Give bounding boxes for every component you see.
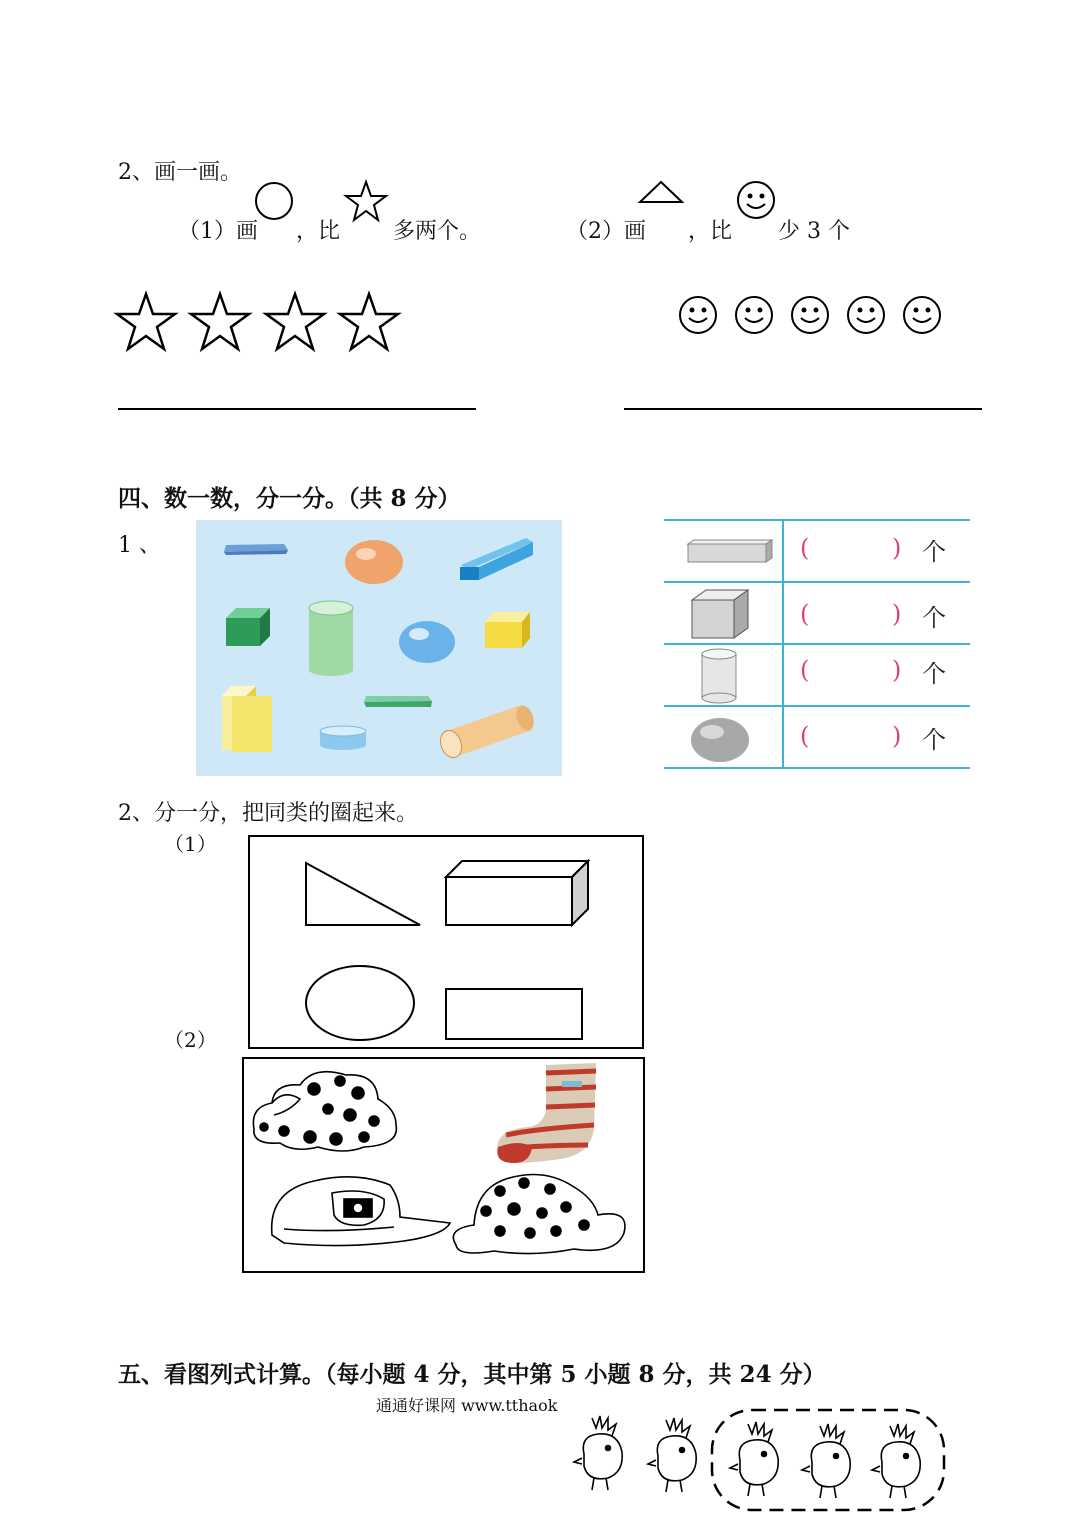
spotted-hat-icon-2	[453, 1175, 625, 1254]
watermark-text: 通通好课网 www.tthaok	[376, 1396, 558, 1415]
ellipse-icon	[306, 966, 414, 1040]
cap-icon	[272, 1177, 450, 1246]
q2-part1-label: （1）	[164, 832, 217, 856]
sphere-icon	[691, 718, 749, 762]
part2-prefix: （2）画	[566, 219, 646, 244]
cylinder-icon	[702, 649, 736, 703]
table-row-3-close: )	[892, 656, 902, 684]
smileys-row	[678, 295, 948, 337]
cuboid-icon	[446, 861, 588, 925]
shapes-classify-box[interactable]	[248, 835, 644, 1049]
star-icon	[266, 294, 324, 349]
circle-icon	[255, 182, 295, 222]
answer-line-left[interactable]	[118, 408, 476, 410]
table-row-2-close: )	[892, 600, 902, 628]
star-icon	[344, 180, 388, 222]
table-row-4-close: )	[892, 722, 902, 750]
smiley-icon	[848, 297, 884, 333]
shapes-panel	[196, 520, 562, 776]
table-row-4-open: (	[800, 722, 810, 750]
table-row-2-unit: 个	[922, 604, 946, 632]
q2-part2-label: （2）	[164, 1028, 217, 1052]
chick-icon	[574, 1416, 622, 1490]
table-row-3-answer[interactable]	[814, 654, 888, 688]
sock-icon	[497, 1063, 596, 1163]
smiley-icon	[792, 297, 828, 333]
smiley-icon	[680, 297, 716, 333]
triangle-icon	[638, 180, 684, 204]
table-row-3-open: (	[800, 656, 810, 684]
part2-suffix: 少 3 个	[778, 219, 850, 244]
part1-comma: ，比	[296, 219, 341, 244]
green-cylinder-icon	[309, 601, 353, 676]
chick-icon	[872, 1424, 920, 1498]
part1-suffix: 多两个。	[393, 219, 482, 244]
yellow-cube-icon	[485, 612, 530, 648]
table-row-2-answer[interactable]	[814, 598, 888, 632]
table-row-1-answer[interactable]	[814, 532, 888, 566]
table-row-4-answer[interactable]	[814, 720, 888, 754]
items-classify-box[interactable]	[242, 1057, 645, 1273]
table-row-1-close: )	[892, 534, 902, 562]
rectangle-icon	[446, 989, 582, 1039]
smiley-icon	[736, 297, 772, 333]
table-row-1-unit: 个	[922, 538, 946, 566]
cuboid-flat-icon	[688, 540, 772, 562]
small-cylinder-icon	[320, 726, 366, 750]
orange-sphere-icon	[345, 540, 403, 584]
part2-comma: ，比	[688, 219, 733, 244]
smiley-icon	[736, 180, 778, 222]
cube-icon	[692, 590, 748, 638]
chick-icon	[648, 1418, 696, 1492]
q1-label: 1 、	[118, 533, 161, 558]
spotted-hat-icon	[253, 1072, 396, 1151]
green-flat-cuboid-icon	[364, 696, 432, 707]
star-icon	[191, 294, 249, 349]
green-cube-icon	[226, 608, 270, 646]
table-row-4-unit: 个	[922, 726, 946, 754]
table-row-1-open: (	[800, 534, 810, 562]
chick-icon	[730, 1422, 778, 1496]
flat-cuboid-icon	[224, 544, 288, 555]
star-icon	[340, 294, 398, 349]
stars-row	[114, 292, 406, 354]
star-icon	[117, 294, 175, 349]
q2-draw-title: 2、画一画。	[118, 160, 242, 185]
right-triangle-icon	[306, 863, 420, 925]
smiley-icon	[904, 297, 940, 333]
q2-classify-title: 2、分一分，把同类的圈起来。	[118, 801, 418, 826]
blue-sphere-icon	[399, 621, 455, 663]
chicks-picture	[572, 1408, 952, 1518]
chick-icon	[802, 1424, 850, 1498]
table-row-3-unit: 个	[922, 660, 946, 688]
section4-title: 四、数一数，分一分。（共 8 分）	[118, 485, 461, 512]
answer-line-right[interactable]	[624, 408, 982, 410]
part1-prefix: （1）画	[178, 219, 258, 244]
section5-title: 五、看图列式计算。（每小题 4 分，其中第 5 小题 8 分，共 24 分）	[118, 1361, 826, 1388]
table-row-2-open: (	[800, 600, 810, 628]
